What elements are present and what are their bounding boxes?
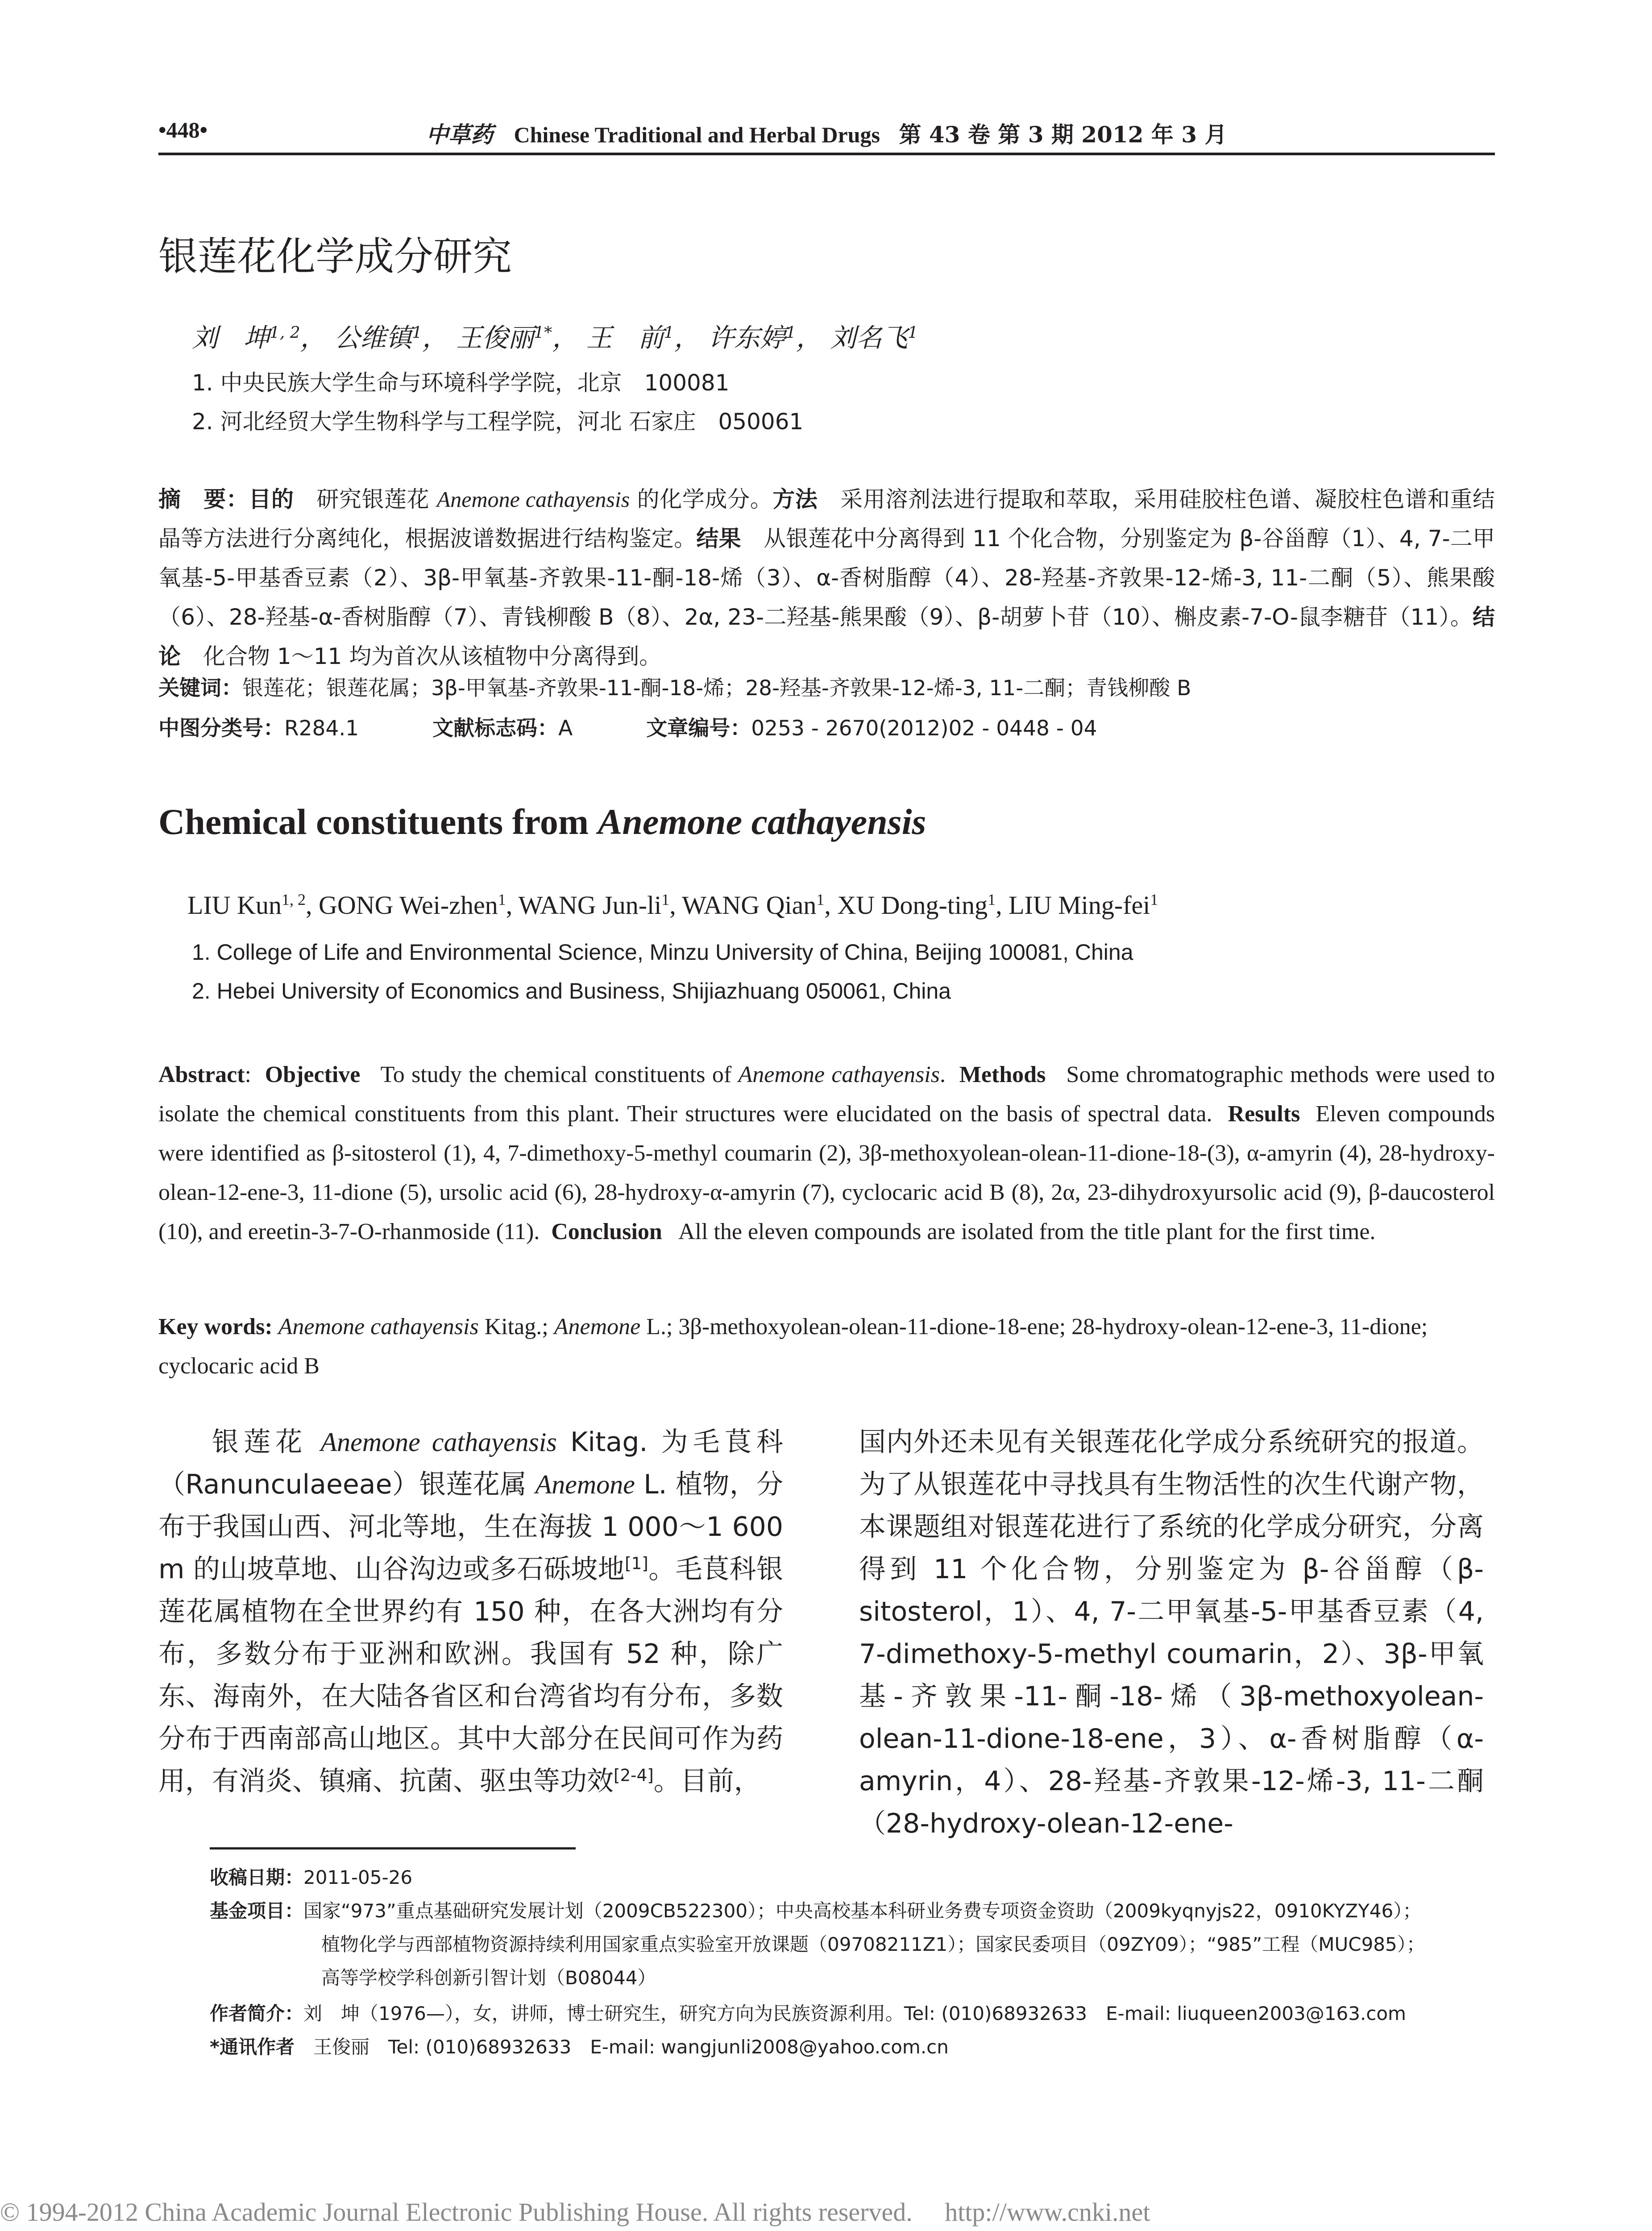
author-name: LIU Ming-fei [1009, 891, 1150, 920]
genus-name: Anemone [535, 1470, 635, 1499]
author-bio-label: 作者简介： [210, 2003, 304, 2024]
abstract-en: Abstract: Objective To study the chemical constituents of Anemone cathayensis. Methods Some chromatographic methods were used to isolate the chemical constituents from this plant. Their structures were elucidated on the basis of spectral data. Results Eleven compounds were identified as β-sitosterol (1), 4, 7-dimethoxy-5-methyl coumarin (2), 3β-methoxyolean-olean-11-dione-18-(3), α-amyrin (4), 28-hydroxy-olean-12-ene-3, 11-dione (5), ursolic acid (6), 28-hydroxy-α-amyrin (7), cyclocaric acid B (8), 2α, 23-dihydroxyursolic acid (9), β-daucosterol (10), and ereetin-3-7-O-rhanmoside (11). Conclusion All the eleven compounds are isolated from the title plant for the first time. [158, 1062, 1495, 1244]
affiliation-en: 2. Hebei University of Economics and Business, Shijiazhuang 050061, China [192, 979, 951, 1004]
author-name: 刘 坤 [192, 323, 270, 353]
journal-name-en: Chinese Traditional and Herbal Drugs [514, 122, 880, 147]
running-header [158, 117, 1495, 150]
author-affiliation-mark: 1 [661, 891, 670, 909]
fund-line: 植物化学与西部植物资源持续利用国家重点实验室开放课题（09708211Z1）；国家民委项目（09ZY09）；“985”工程（MUC985）； [321, 1933, 1425, 1955]
keywords-en [158, 1307, 1495, 1386]
abstract-label: Abstract [158, 1062, 245, 1087]
author-affiliation-mark: 1* [534, 323, 552, 342]
page-number: •448• [158, 117, 208, 142]
author-name: GONG Wei-zhen [318, 891, 498, 920]
body-text: 银莲花 [212, 1427, 321, 1458]
author-affiliation-mark: 1 [1150, 891, 1158, 909]
affiliation-cn: 2. 河北经贸大学生物科学与工程学院，河北 石家庄 050061 [192, 409, 804, 435]
methods-label: 方法 [772, 486, 818, 512]
abstract-cn [158, 480, 1495, 676]
author-affiliation-mark: 1 [816, 891, 825, 909]
author-name: LIU Kun [187, 891, 282, 920]
conclusion-text: All the eleven compounds are isolated from the title plant for the first time. [678, 1219, 1376, 1244]
fund-label: 基金项目： [210, 1900, 304, 1922]
doc-code-value: A [558, 716, 573, 741]
citation[interactable]: [1] [625, 1553, 648, 1573]
author-affiliation-mark: 1, 2 [270, 323, 300, 342]
author-bio: 刘 坤（1976—），女，讲师，博士研究生，研究方向为民族资源利用。Tel: (010)68932633 E-mail: liuqueen2003@163.com [303, 2003, 1406, 2024]
fund-line: 高等学校学科创新引智计划（B08044） [321, 1967, 656, 1989]
article-title-cn: 银莲花化学成分研究 [158, 233, 512, 279]
header-rule [158, 153, 1495, 155]
journal-logo-cn: 中草药 [426, 121, 493, 148]
methods-text: 采用溶剂法进行提取和萃取，采用硅胶柱色谱、凝胶柱色谱和重结晶等方法进行分离纯化，根据波谱数据进行结构鉴定。 [158, 486, 1495, 552]
footnote-corresponding [210, 2030, 1495, 2064]
classification-line [158, 712, 1097, 742]
species-name: Anemone cathayensis [738, 1062, 940, 1087]
received-label: 收稿日期： [210, 1866, 304, 1888]
species-name: Anemone cathayensis [436, 487, 630, 512]
keyword-text: L.; 3β-methoxyolean-olean-11-dione-18-ene; 28-hydroxy-olean-12-ene-3, 11-dione; cyclocaric acid B [158, 1314, 1428, 1379]
clc-label: 中图分类号： [158, 716, 284, 741]
article-title-en [158, 801, 926, 843]
author-affiliation-mark: 1 [664, 323, 674, 342]
author-affiliation-mark: 1 [786, 323, 796, 342]
footnote-fund [210, 1894, 1495, 1928]
results-label: 结果 [696, 526, 741, 552]
footnote-rule [210, 1847, 576, 1849]
author-affiliation-mark: 1 [988, 891, 996, 909]
objective-label: Objective [265, 1062, 361, 1087]
author-name: 公维镇 [334, 323, 412, 353]
keywords-label: Key words: [158, 1314, 273, 1339]
body-column-left [158, 1421, 783, 1803]
author-name: WANG Jun-li [518, 891, 662, 920]
keyword-text: Kitag.; [478, 1314, 554, 1339]
article-number-label: 文章编号： [646, 716, 751, 741]
author-affiliation-mark: 1 [412, 323, 422, 342]
title-en-text: Chemical constituents from [158, 801, 598, 842]
conclusion-label: Conclusion [551, 1219, 662, 1244]
objective-label: 目的 [249, 486, 294, 512]
results-text: 从银莲花中分离得到 11 个化合物，分别鉴定为 β-谷甾醇（1）、4, 7-二甲氧基-5-甲基香豆素（2）、3β-甲氧基-齐敦果-11-酮-18-烯（3）、α-香树脂醇（4）、28-羟基-齐敦果-12-烯-3, 11-二酮（5）、熊果酸（6）、28-羟基-α-香树脂醇（7）、青钱柳酸 B（8）、2α, 23-二羟基-熊果酸（9）、β-胡萝卜苷（10）、槲皮素-7-O-鼠李糖苷（11）。 [158, 526, 1495, 630]
doc-code-label: 文献标志码： [432, 716, 559, 741]
affiliation-cn: 1. 中央民族大学生命与环境科学学院，北京 100081 [192, 370, 730, 396]
body-text: L. 植物，分布于我国山西、河北等地，生在海拔 1 000～1 600 m 的山坡草地、山谷沟边或多石砾坡地 [158, 1469, 783, 1585]
article-number-value: 0253 - 2670(2012)02 - 0448 - 04 [751, 716, 1097, 741]
author-name: 许东婷 [708, 323, 786, 353]
journal-issue: 第 43 卷 第 3 期 2012 年 3 月 [899, 121, 1227, 148]
species-name: Anemone cathayensis [320, 1427, 557, 1457]
author-name: 王 前 [586, 323, 664, 353]
results-text: Eleven compounds were identified as β-sitosterol (1), 4, 7-dimethoxy-5-methyl coumarin (2), 3β-methoxyolean-olean-11-dione-18-(3), α-amyrin (4), 28-hydroxy-olean-12-ene-3, 11-dione (5), ursolic acid (6), 28-hydroxy-α-amyrin (7), cyclocaric acid B (8), 2α, 23-dihydroxyursolic acid (9), β-daucosterol (10), and ereetin-3-7-O-rhanmoside (11). [158, 1101, 1495, 1244]
journal-line [426, 117, 1227, 149]
author-affiliation-mark: 1 [908, 323, 918, 342]
keyword-genus: Anemone [554, 1314, 641, 1339]
authors-cn: 刘 坤$^{1, 2}$， 公维镇$^1$， 王俊丽$^{1*}$， 王 前$^1$， 许东婷$^1$， 刘名飞$^1$ [192, 323, 918, 353]
title-en-species: Anemone cathayensis [598, 801, 926, 842]
body-text: 。目前， [653, 1766, 761, 1797]
author-affiliation-mark: 1 [498, 891, 506, 909]
abstract-label: 摘 要： [158, 486, 249, 512]
objective-text: 研究银莲花 [316, 486, 437, 512]
results-label: Results [1228, 1101, 1300, 1127]
citation[interactable]: [2-4] [614, 1765, 654, 1785]
objective-text: 的化学成分。 [630, 486, 773, 512]
author-affiliation-mark: 1, 2 [282, 891, 306, 909]
keywords-cn [158, 672, 1191, 701]
author-name: 王俊丽 [456, 323, 534, 353]
methods-label: Methods [959, 1062, 1046, 1087]
keywords-label: 关键词： [158, 676, 242, 701]
methods-text: Some chromatographic methods were used to isolate the chemical constituents from this plant. Their structures were elucidated on the basis of spectral data. [158, 1062, 1495, 1127]
body-text: Kitag. 为毛茛科（Ranunculaeeae）银莲花属 [158, 1427, 783, 1500]
corresponding-label: *通讯作者 [210, 2036, 295, 2058]
body-column-right [859, 1421, 1484, 1845]
author-name: XU Dong-ting [837, 891, 988, 920]
conclusion-text: 化合物 1～11 均为首次从该植物中分离得到。 [203, 643, 662, 669]
received-date: 2011-05-26 [303, 1866, 413, 1888]
author-name: 刘名飞 [830, 323, 908, 353]
footnote-received [210, 1861, 1495, 1894]
corresponding-info: 王俊丽 Tel: (010)68932633 E-mail: wangjunli2008@yahoo.com.cn [313, 2036, 949, 2058]
keywords-text: 银莲花；银莲花属；3β-甲氧基-齐敦果-11-酮-18-烯；28-羟基-齐敦果-12-烯-3, 11-二酮；青钱柳酸 B [242, 676, 1191, 701]
keyword-species: Anemone cathayensis [278, 1314, 479, 1339]
footnote-author [210, 1997, 1495, 2030]
affiliation-en: 1. College of Life and Environmental Science, Minzu University of China, Beijing 100081, China [192, 940, 1133, 965]
author-name: WANG Qian [682, 891, 817, 920]
copyright-notice: © 1994-2012 China Academic Journal Electronic Publishing House. All rights reserved. http://www.cnki.net [0, 2198, 1150, 2227]
body-text: 。毛茛科银莲花属植物在全世界约有 150 种，在各大洲均有分布，多数分布于亚洲和欧洲。我国有 52 种，除广东、海南外，在大陆各省区和台湾省均有分布，多数分布于西南部高山地区。其中大部分在民间可作为药用，有消炎、镇痛、抗菌、驱虫等功效 [158, 1554, 783, 1797]
body-text: 国内外还未见有关银莲花化学成分系统研究的报道。为了从银莲花中寻找具有生物活性的次生代谢产物，本课题组对银莲花进行了系统的化学成分研究，分离得到 11 个化合物，分别鉴定为 β-谷甾醇（β-sitosterol，1）、4, 7-二甲氧基-5-甲基香豆素（4, 7-dimethoxy-5-methyl coumarin，2）、3β-甲氧基-齐敦果-11-酮-18-烯（3β-methoxyolean-olean-11-dione-18-ene，3）、α-香树脂醇（α-amyrin，4）、28-羟基-齐敦果-12-烯-3, 11-二酮（28-hydroxy-olean-12-ene- [859, 1427, 1484, 1839]
authors-en: LIU Kun$^{1, 2}$, GONG Wei-zhen$^1$, WANG Jun-$li^1$, WANG Qian$^1$, XU Dong-ting$^1$, LIU Ming-fei$^1$ [187, 891, 1158, 920]
objective-text: To study the chemical constituents of [380, 1062, 739, 1087]
fund-line: 国家“973”重点基础研究发展计划（2009CB522300）；中央高校基本科研业务费专项资金资助（2009kyqnyjs22，0910KYZY46）； [303, 1900, 1422, 1922]
conclusion-label: 结论 [158, 604, 1495, 669]
clc-value: R284.1 [284, 716, 359, 741]
